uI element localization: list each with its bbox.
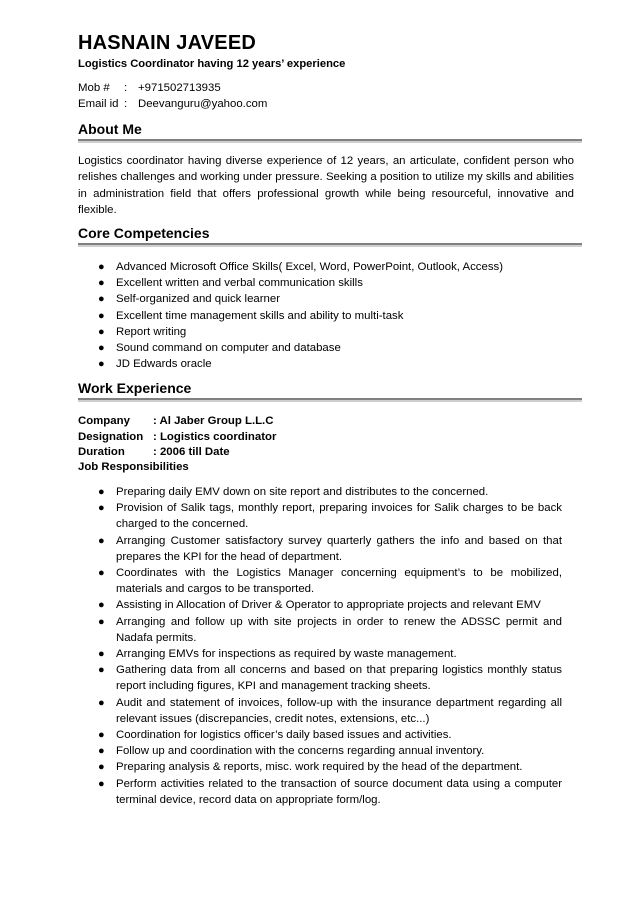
list-item bbox=[78, 308, 562, 324]
candidate-name: HASNAIN JAVEED bbox=[78, 32, 257, 54]
bullet-icon: ● bbox=[98, 696, 105, 709]
designation-row bbox=[78, 431, 276, 443]
list-item-text: Preparing analysis & reports, misc. work required by the head of the department. bbox=[116, 761, 523, 774]
email-label: Email id bbox=[78, 98, 119, 110]
list-item-text: Arranging Customer satisfactory survey quarterly gathers the info and based on that prepares the KPI for the head of department. bbox=[116, 534, 562, 563]
list-item bbox=[78, 614, 562, 646]
list-item-text: Perform activities related to the transaction of source document data using a computer terminal device, record data on appropriate form/log. bbox=[116, 777, 562, 806]
bullet-icon: ● bbox=[98, 486, 105, 498]
bullet-icon: ● bbox=[98, 599, 105, 612]
bullet-icon: ● bbox=[98, 325, 105, 338]
list-item-text: Arranging and follow up with site projects in order to renew the ADSSC permit and Nadafa permits. bbox=[116, 615, 562, 644]
list-item-text: Self-organized and quick learner bbox=[116, 293, 280, 306]
list-item-text: Preparing daily EMV down on site report and distributes to the concerned. bbox=[116, 486, 489, 498]
list-item bbox=[78, 727, 562, 743]
list-item-text: Gathering data from all concerns and based on that preparing logistics monthly status report including figures, KPI and management tracking sheets. bbox=[116, 664, 562, 693]
mobile-label: Mob # bbox=[78, 82, 110, 94]
about-heading: About Me bbox=[78, 121, 582, 141]
bullet-icon: ● bbox=[98, 293, 105, 306]
about-text: Logistics coordinator having diverse experience of 12 years, an articulate, confident person who relishes challenges and working under pressure. Seeking a position to utilize my skills and abilities in administration field that offers professional growth while being resourceful, innovative and flexible. bbox=[78, 155, 574, 216]
duration-label: Duration bbox=[78, 446, 125, 458]
list-item bbox=[78, 743, 562, 759]
bullet-icon: ● bbox=[98, 745, 105, 758]
email-separator: : bbox=[124, 98, 128, 110]
competencies-heading: Core Competencies bbox=[78, 225, 582, 245]
bullet-icon: ● bbox=[98, 648, 105, 661]
list-item-text: Excellent time management skills and ability to multi-task bbox=[116, 309, 404, 322]
list-item bbox=[78, 500, 562, 532]
list-item bbox=[78, 275, 562, 291]
company-label: Company bbox=[78, 415, 130, 427]
experience-heading: Work Experience bbox=[78, 380, 582, 400]
candidate-subtitle: Logistics Coordinator having 12 years’ experience bbox=[78, 58, 346, 70]
list-item-text: Report writing bbox=[116, 325, 187, 338]
list-item-text: Provision of Salik tags, monthly report, preparing invoices for Salik charges to be back charged to the concerned. bbox=[116, 502, 562, 531]
company-row bbox=[78, 415, 273, 427]
list-item bbox=[78, 259, 562, 275]
mobile-separator: : bbox=[124, 82, 128, 94]
list-item bbox=[78, 646, 562, 662]
list-item-text: JD Edwards oracle bbox=[116, 358, 212, 371]
list-item bbox=[78, 291, 562, 307]
bullet-icon: ● bbox=[98, 261, 105, 273]
bullet-icon: ● bbox=[98, 567, 105, 580]
bullet-icon: ● bbox=[98, 761, 105, 774]
list-item-text: Excellent written and verbal communication skills bbox=[116, 277, 363, 290]
bullet-icon: ● bbox=[98, 615, 105, 628]
list-item bbox=[78, 776, 562, 808]
bullet-icon: ● bbox=[98, 277, 105, 290]
list-item-text: Arranging EMVs for inspections as required by waste management. bbox=[116, 648, 457, 661]
bullet-icon: ● bbox=[98, 777, 105, 790]
list-item-text: Assisting in Allocation of Driver & Operator to appropriate projects and relevant EMV bbox=[116, 599, 541, 612]
bullet-icon: ● bbox=[98, 502, 105, 515]
list-item bbox=[78, 597, 562, 613]
mobile-value: +971502713935 bbox=[138, 82, 221, 94]
bullet-icon: ● bbox=[98, 534, 105, 547]
mobile-row bbox=[78, 82, 221, 94]
list-item bbox=[78, 759, 562, 775]
list-item bbox=[78, 533, 562, 565]
bullet-icon: ● bbox=[98, 309, 105, 322]
list-item-text: Coordinates with the Logistics Manager concerning equipment’s to be mobilized, materials and cargos to be transported. bbox=[116, 567, 562, 596]
responsibilities-heading: Job Responsibilities bbox=[78, 461, 189, 473]
designation-label: Designation bbox=[78, 431, 144, 443]
list-item bbox=[78, 484, 562, 500]
list-item-text: Advanced Microsoft Office Skills( Excel, Word, PowerPoint, Outlook, Access) bbox=[116, 261, 504, 273]
duration-value: : 2006 till Date bbox=[153, 446, 230, 458]
email-value: Deevanguru@yahoo.com bbox=[138, 98, 268, 110]
email-row bbox=[78, 98, 267, 110]
list-item bbox=[78, 356, 562, 372]
bullet-icon: ● bbox=[98, 342, 105, 355]
competencies-list bbox=[78, 259, 562, 372]
responsibilities-list bbox=[78, 484, 562, 808]
list-item-text: Sound command on computer and database bbox=[116, 342, 341, 355]
list-item bbox=[78, 662, 562, 694]
company-value: : Al Jaber Group L.L.C bbox=[153, 415, 274, 427]
duration-row bbox=[78, 446, 230, 458]
list-item-text: Audit and statement of invoices, follow-up with the insurance department regarding all relevant issues (discrepancies, credit notes, extensions, etc...) bbox=[116, 696, 562, 725]
bullet-icon: ● bbox=[98, 664, 105, 677]
designation-value: : Logistics coordinator bbox=[153, 431, 277, 443]
list-item-text: Coordination for logistics officer’s daily based issues and activities. bbox=[116, 729, 452, 742]
list-item bbox=[78, 695, 562, 727]
list-item bbox=[78, 565, 562, 597]
bullet-icon: ● bbox=[98, 358, 105, 371]
list-item bbox=[78, 324, 562, 340]
list-item-text: Follow up and coordination with the concerns regarding annual inventory. bbox=[116, 745, 485, 758]
list-item bbox=[78, 340, 562, 356]
bullet-icon: ● bbox=[98, 729, 105, 742]
